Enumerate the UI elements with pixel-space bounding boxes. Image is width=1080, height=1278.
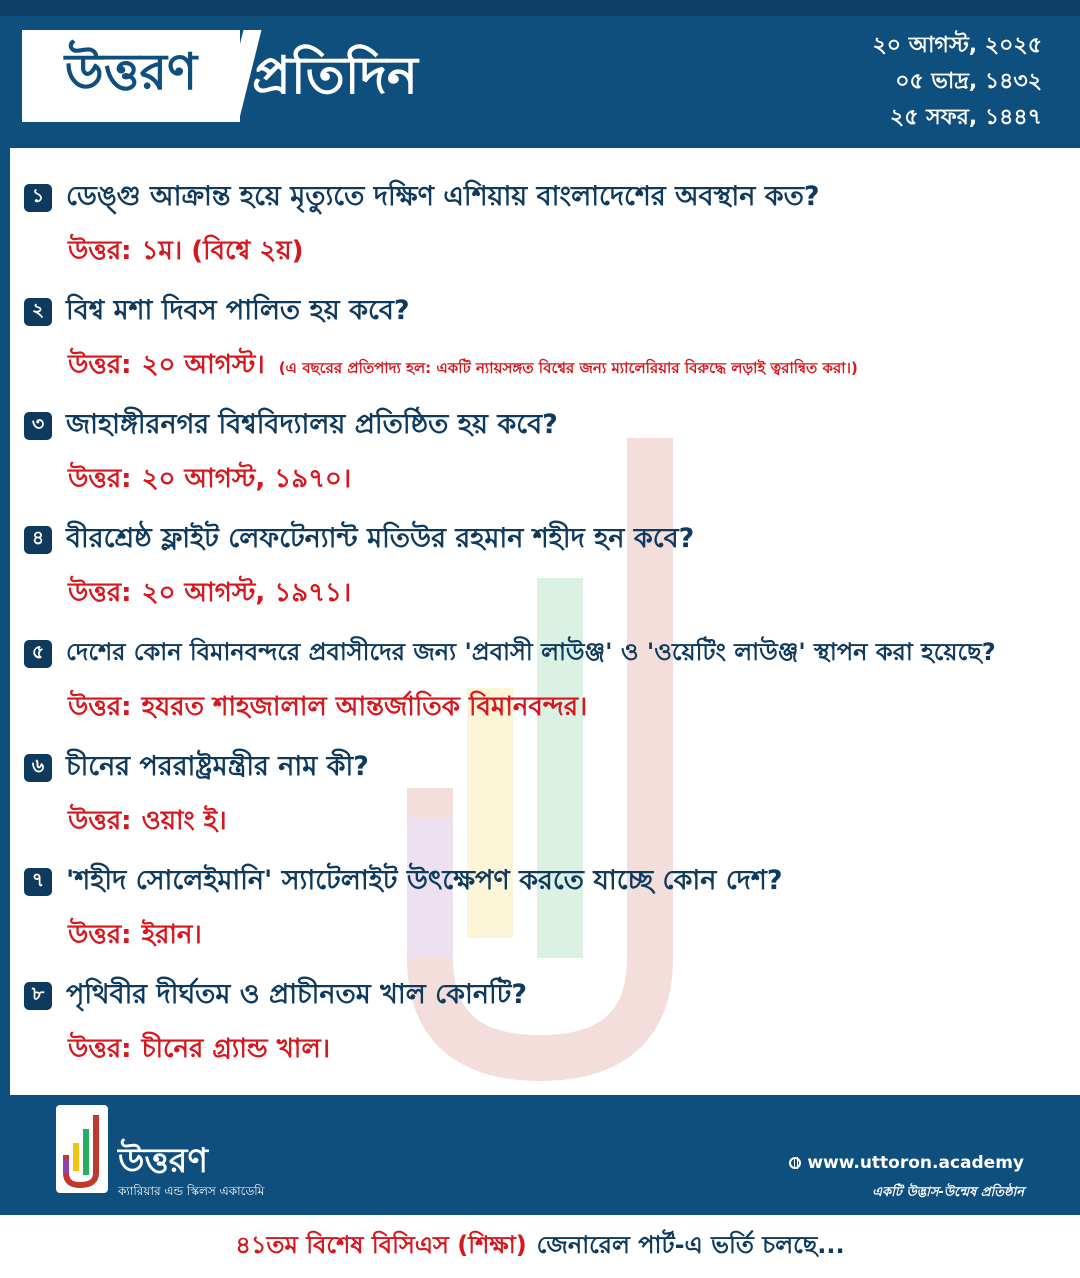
question-text: পৃথিবীর দীর্ঘতম ও প্রাচীনতম খাল কোনটি? [66, 978, 528, 1010]
brand-left-text: উত্তরণ [64, 42, 198, 101]
question-text: বীরশ্রেষ্ঠ ফ্লাইট লেফটেন্যান্ট মতিউর রহমান শহীদ হন কবে? [66, 522, 695, 554]
answer-row [68, 800, 227, 844]
qa-item-1 [10, 174, 1080, 288]
qa-list [10, 174, 1080, 1086]
qa-item-3 [10, 402, 1080, 516]
answer-row [68, 344, 858, 388]
brand-right-text: প্রতিদিন [252, 46, 418, 106]
question-row [24, 402, 558, 450]
website-link[interactable] [789, 1153, 1024, 1173]
question-text: জাহাঙ্গীরনগর বিশ্ববিদ্যালয় প্রতিষ্ঠিত হয় কবে? [66, 408, 558, 440]
header [0, 0, 1080, 148]
answer-label: উত্তর: [68, 1034, 132, 1064]
banner-highlight: ৪১তম বিশেষ বিসিএস (শিক্ষা) [235, 1230, 527, 1259]
website-text: www.uttoron.academy [807, 1153, 1024, 1173]
answer-text: ১ম। (বিশ্বে ২য়) [141, 236, 304, 266]
site-tagline: একটি উদ্ভাস-উন্মেষ প্রতিষ্ঠান [872, 1185, 1024, 1200]
banner-text: জেনারেল পার্ট-এ ভর্তি চলছে... [536, 1230, 845, 1259]
question-number-badge: ৮ [24, 982, 52, 1010]
answer-label: উত্তর: [68, 578, 132, 608]
question-text: দেশের কোন বিমানবন্দরে প্রবাসীদের জন্য 'প্রবাসী লাউঞ্জ' ও 'ওয়েটিং লাউঞ্জ' স্থাপন করা হয়েছে? [66, 638, 996, 666]
question-number-badge: ৫ [24, 640, 52, 668]
answer-label: উত্তর: [68, 806, 132, 836]
qa-item-4 [10, 516, 1080, 630]
question-text: চীনের পররাষ্ট্রমন্ত্রীর নাম কী? [66, 750, 369, 782]
date-block [872, 28, 1042, 136]
footer-logo-card [56, 1105, 108, 1193]
question-number-badge: ১ [24, 184, 52, 212]
answer-row [68, 572, 351, 616]
answer-row [68, 686, 587, 730]
answer-text: ২০ আগস্ট, ১৯৭১। [141, 578, 352, 608]
qa-item-2 [10, 288, 1080, 402]
qa-item-6 [10, 744, 1080, 858]
question-row [24, 858, 783, 906]
footer-logo-name: উত্তরণ [118, 1141, 209, 1181]
brand-logo-box [22, 30, 240, 122]
question-number-badge: ৬ [24, 754, 52, 782]
answer-text: ওয়াং ই। [141, 806, 227, 836]
brand-logo-icon [56, 1105, 108, 1193]
question-row [24, 972, 527, 1020]
globe-icon [789, 1157, 801, 1169]
answer-text: ২০ আগস্ট। [141, 350, 265, 380]
answer-row [68, 914, 202, 958]
qa-item-5 [10, 630, 1080, 744]
question-row [24, 288, 410, 336]
answer-note: (এ বছরের প্রতিপাদ্য হল: একটি ন্যায়সঙ্গত বিশ্বের জন্য ম্যালেরিয়ার বিরুদ্ধে লড়াই ত্বরান্বিত করা।) [278, 359, 858, 377]
answer-label: উত্তর: [68, 920, 132, 950]
date-hijri: ২৫ সফর, ১৪৪৭ [889, 105, 1042, 130]
answer-row [68, 230, 303, 274]
footer-logo-tagline: ক্যারিয়ার এন্ড স্কিলস একাডেমি [118, 1184, 265, 1198]
answer-row [68, 458, 351, 502]
question-number-badge: ৩ [24, 412, 52, 440]
date-gregorian: ২০ আগস্ট, ২০২৫ [872, 33, 1042, 58]
admission-banner [0, 1215, 1080, 1278]
answer-row [68, 1028, 330, 1072]
answer-text: হযরত শাহজালাল আন্তর্জাতিক বিমানবন্দর। [141, 692, 588, 722]
date-bengali: ০৫ ভাদ্র, ১৪৩২ [895, 69, 1042, 94]
answer-text: ইরান। [141, 920, 202, 950]
question-number-badge: ৭ [24, 868, 52, 896]
question-row [24, 630, 996, 678]
answer-label: উত্তর: [68, 350, 132, 380]
qa-card [10, 148, 1080, 1095]
question-text: বিশ্ব মশা দিবস পালিত হয় কবে? [66, 294, 410, 326]
answer-label: উত্তর: [68, 236, 132, 266]
question-text: 'শহীদ সোলেইমানি' স্যাটেলাইট উৎক্ষেপণ করতে যাচ্ছে কোন দেশ? [66, 864, 783, 896]
question-row [24, 744, 369, 792]
question-text: ডেঙ্গু আক্রান্ত হয়ে মৃত্যুতে দক্ষিণ এশিয়ায় বাংলাদেশের অবস্থান কত? [66, 180, 820, 212]
question-row [24, 516, 694, 564]
question-row [24, 174, 820, 222]
qa-item-7 [10, 858, 1080, 972]
footer [0, 1095, 1080, 1215]
question-number-badge: ৪ [24, 526, 52, 554]
answer-label: উত্তর: [68, 464, 132, 494]
answer-text: চীনের গ্র্যান্ড খাল। [141, 1034, 331, 1064]
question-number-badge: ২ [24, 298, 52, 326]
answer-label: উত্তর: [68, 692, 132, 722]
answer-text: ২০ আগস্ট, ১৯৭০। [141, 464, 352, 494]
qa-item-8 [10, 972, 1080, 1086]
